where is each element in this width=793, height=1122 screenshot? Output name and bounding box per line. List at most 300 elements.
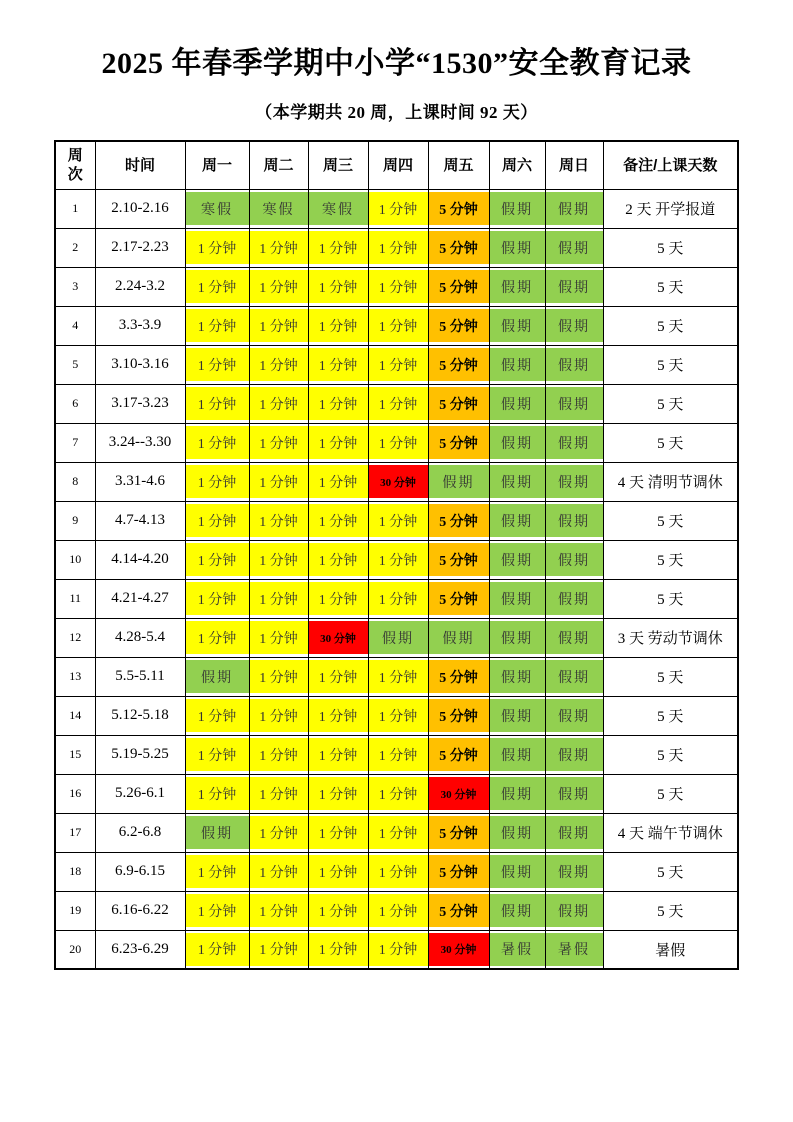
schedule-body (55, 189, 738, 969)
schedule-table (54, 140, 739, 970)
day-fill: 1 分钟 (309, 816, 368, 849)
week-row (55, 423, 738, 462)
day-fill: 假期 (490, 426, 545, 459)
day-fill: 1 分钟 (369, 699, 428, 732)
note-cell: 5 天 (603, 267, 738, 306)
week-number-cell: 20 (55, 930, 95, 969)
note-cell: 5 天 (603, 774, 738, 813)
day-cell (428, 345, 489, 384)
day-fill: 1 分钟 (186, 777, 249, 810)
day-fill: 5 分钟 (429, 426, 489, 459)
day-fill: 1 分钟 (309, 933, 368, 966)
day-fill: 5 分钟 (429, 504, 489, 537)
day-cell (249, 657, 308, 696)
day-cell (185, 462, 249, 501)
week-number-cell: 11 (55, 579, 95, 618)
page-title: 2025 年春季学期中小学“1530”安全教育记录 (101, 47, 692, 80)
day-cell (308, 618, 368, 657)
day-fill: 假期 (490, 777, 545, 810)
day-cell (368, 891, 428, 930)
day-cell (185, 540, 249, 579)
note-cell: 2 天 开学报道 (603, 189, 738, 228)
day-fill: 1 分钟 (250, 348, 308, 381)
day-cell (489, 852, 545, 891)
day-cell (368, 423, 428, 462)
day-cell (428, 696, 489, 735)
day-fill: 1 分钟 (309, 894, 368, 927)
day-fill: 假期 (546, 582, 603, 615)
day-cell (308, 852, 368, 891)
note-cell: 4 天 端午节调休 (603, 813, 738, 852)
day-cell (185, 735, 249, 774)
day-cell (428, 228, 489, 267)
note-cell: 暑假 (603, 930, 738, 969)
time-range-cell: 3.31-4.6 (95, 462, 185, 501)
day-cell (428, 540, 489, 579)
day-cell (249, 345, 308, 384)
day-cell (428, 657, 489, 696)
time-range-cell: 5.19-5.25 (95, 735, 185, 774)
week-row (55, 189, 738, 228)
week-row (55, 774, 738, 813)
day-cell (428, 579, 489, 618)
day-cell (308, 930, 368, 969)
day-fill: 假期 (546, 660, 603, 693)
day-cell (308, 891, 368, 930)
day-fill: 假期 (546, 699, 603, 732)
day-cell (545, 501, 603, 540)
day-fill: 1 分钟 (250, 777, 308, 810)
day-fill: 假期 (546, 270, 603, 303)
day-fill: 1 分钟 (186, 231, 249, 264)
day-cell (545, 267, 603, 306)
time-range-cell: 4.21-4.27 (95, 579, 185, 618)
week-number-cell: 6 (55, 384, 95, 423)
day-fill: 30 分钟 (369, 465, 428, 498)
day-cell (368, 579, 428, 618)
day-fill: 假期 (490, 348, 545, 381)
day-fill: 1 分钟 (250, 309, 308, 342)
day-fill: 假期 (546, 543, 603, 576)
day-fill: 假期 (490, 504, 545, 537)
note-cell: 4 天 清明节调休 (603, 462, 738, 501)
day-cell (368, 735, 428, 774)
day-fill: 假期 (369, 621, 428, 654)
week-row (55, 462, 738, 501)
day-cell (368, 501, 428, 540)
week-row (55, 930, 738, 969)
day-cell (249, 891, 308, 930)
day-fill: 1 分钟 (186, 582, 249, 615)
time-range-cell: 5.26-6.1 (95, 774, 185, 813)
week-row (55, 696, 738, 735)
day-cell (185, 267, 249, 306)
day-cell (249, 501, 308, 540)
day-cell (249, 930, 308, 969)
day-cell (489, 267, 545, 306)
day-cell (308, 579, 368, 618)
day-fill: 1 分钟 (369, 933, 428, 966)
day-fill: 假期 (546, 855, 603, 888)
time-range-cell: 2.24-3.2 (95, 267, 185, 306)
day-cell (545, 579, 603, 618)
column-header-2: 周一 (185, 141, 249, 189)
day-cell (368, 540, 428, 579)
column-header-8: 周日 (545, 141, 603, 189)
day-fill: 寒假 (309, 192, 368, 225)
note-cell: 5 天 (603, 384, 738, 423)
day-fill: 假期 (490, 543, 545, 576)
day-fill: 假期 (546, 348, 603, 381)
day-fill: 暑假 (546, 933, 603, 966)
week-row (55, 618, 738, 657)
day-fill: 1 分钟 (186, 894, 249, 927)
day-cell (249, 189, 308, 228)
note-cell: 5 天 (603, 306, 738, 345)
week-number-cell: 18 (55, 852, 95, 891)
day-cell (185, 306, 249, 345)
day-fill: 假期 (490, 660, 545, 693)
day-fill: 1 分钟 (250, 933, 308, 966)
day-fill: 假期 (546, 894, 603, 927)
day-fill: 假期 (490, 309, 545, 342)
week-number-cell: 9 (55, 501, 95, 540)
day-fill: 5 分钟 (429, 738, 489, 771)
day-cell (545, 618, 603, 657)
day-cell (428, 852, 489, 891)
day-fill: 1 分钟 (186, 426, 249, 459)
week-number-cell: 12 (55, 618, 95, 657)
day-cell (368, 267, 428, 306)
day-cell (249, 540, 308, 579)
week-number-cell: 7 (55, 423, 95, 462)
day-cell (545, 306, 603, 345)
week-row (55, 267, 738, 306)
day-fill: 1 分钟 (250, 504, 308, 537)
day-cell (368, 852, 428, 891)
day-cell (308, 813, 368, 852)
day-cell (308, 735, 368, 774)
day-cell (185, 930, 249, 969)
day-cell (368, 189, 428, 228)
time-range-cell: 6.9-6.15 (95, 852, 185, 891)
time-range-cell: 3.10-3.16 (95, 345, 185, 384)
day-fill: 5 分钟 (429, 348, 489, 381)
day-fill: 1 分钟 (186, 621, 249, 654)
header-row (55, 141, 738, 189)
day-fill: 1 分钟 (309, 504, 368, 537)
day-fill: 暑假 (490, 933, 545, 966)
column-header-6: 周五 (428, 141, 489, 189)
day-fill: 1 分钟 (250, 270, 308, 303)
week-number-cell: 8 (55, 462, 95, 501)
day-fill: 1 分钟 (369, 738, 428, 771)
week-number-cell: 14 (55, 696, 95, 735)
day-cell (489, 423, 545, 462)
day-cell (545, 540, 603, 579)
day-fill: 1 分钟 (369, 582, 428, 615)
day-cell (308, 384, 368, 423)
day-cell (489, 657, 545, 696)
day-cell (185, 774, 249, 813)
day-cell (545, 189, 603, 228)
column-header-4: 周三 (308, 141, 368, 189)
day-fill: 假期 (546, 738, 603, 771)
week-row (55, 384, 738, 423)
column-header-1: 时间 (95, 141, 185, 189)
day-cell (249, 735, 308, 774)
day-cell (489, 345, 545, 384)
day-cell (368, 813, 428, 852)
day-cell (249, 618, 308, 657)
time-range-cell: 4.7-4.13 (95, 501, 185, 540)
day-fill: 5 分钟 (429, 894, 489, 927)
day-cell (249, 696, 308, 735)
day-cell (489, 696, 545, 735)
day-fill: 1 分钟 (309, 426, 368, 459)
column-header-3: 周二 (249, 141, 308, 189)
time-range-cell: 4.28-5.4 (95, 618, 185, 657)
day-fill: 1 分钟 (186, 933, 249, 966)
day-fill: 假期 (429, 465, 489, 498)
day-fill: 1 分钟 (369, 231, 428, 264)
day-cell (249, 462, 308, 501)
day-fill: 假期 (546, 465, 603, 498)
day-fill: 1 分钟 (250, 894, 308, 927)
day-cell (489, 930, 545, 969)
day-fill: 1 分钟 (369, 348, 428, 381)
day-cell (428, 735, 489, 774)
day-fill: 5 分钟 (429, 582, 489, 615)
day-cell (249, 306, 308, 345)
day-fill: 假期 (546, 777, 603, 810)
day-cell (308, 774, 368, 813)
day-fill: 30 分钟 (429, 933, 489, 966)
day-cell (249, 267, 308, 306)
day-fill: 1 分钟 (250, 231, 308, 264)
day-fill: 30 分钟 (309, 621, 368, 654)
note-cell: 5 天 (603, 891, 738, 930)
day-fill: 假期 (546, 192, 603, 225)
day-cell (545, 696, 603, 735)
day-cell (308, 696, 368, 735)
day-cell (489, 540, 545, 579)
note-cell: 5 天 (603, 657, 738, 696)
week-row (55, 345, 738, 384)
day-fill: 1 分钟 (186, 465, 249, 498)
week-row (55, 852, 738, 891)
note-cell: 5 天 (603, 501, 738, 540)
week-number-cell: 19 (55, 891, 95, 930)
day-fill: 1 分钟 (309, 543, 368, 576)
time-range-cell: 6.2-6.8 (95, 813, 185, 852)
day-fill: 1 分钟 (369, 777, 428, 810)
time-range-cell: 3.24--3.30 (95, 423, 185, 462)
day-cell (428, 189, 489, 228)
day-cell (249, 228, 308, 267)
day-cell (185, 696, 249, 735)
week-number-cell: 17 (55, 813, 95, 852)
day-cell (489, 813, 545, 852)
day-cell (545, 345, 603, 384)
week-row (55, 735, 738, 774)
day-fill: 假期 (186, 816, 249, 849)
time-range-cell: 3.17-3.23 (95, 384, 185, 423)
day-fill: 假期 (546, 231, 603, 264)
day-fill: 5 分钟 (429, 660, 489, 693)
day-fill: 1 分钟 (186, 348, 249, 381)
day-cell (308, 345, 368, 384)
day-cell (249, 579, 308, 618)
column-header-0: 周次 (55, 141, 95, 189)
day-cell (249, 852, 308, 891)
note-cell: 5 天 (603, 423, 738, 462)
day-cell (545, 930, 603, 969)
day-cell (428, 618, 489, 657)
day-fill: 1 分钟 (369, 504, 428, 537)
week-number-cell: 16 (55, 774, 95, 813)
day-fill: 1 分钟 (309, 465, 368, 498)
day-cell (249, 774, 308, 813)
day-cell (368, 774, 428, 813)
day-cell (428, 267, 489, 306)
day-cell (368, 345, 428, 384)
day-cell (185, 228, 249, 267)
day-cell (489, 618, 545, 657)
column-header-7: 周六 (489, 141, 545, 189)
day-fill: 5 分钟 (429, 699, 489, 732)
day-cell (545, 813, 603, 852)
day-fill: 1 分钟 (309, 777, 368, 810)
day-fill: 1 分钟 (250, 582, 308, 615)
day-fill: 1 分钟 (250, 855, 308, 888)
note-cell: 5 天 (603, 228, 738, 267)
column-header-5: 周四 (368, 141, 428, 189)
day-cell (308, 306, 368, 345)
day-fill: 1 分钟 (186, 855, 249, 888)
time-range-cell: 3.3-3.9 (95, 306, 185, 345)
day-fill: 30 分钟 (429, 777, 489, 810)
day-fill: 1 分钟 (186, 270, 249, 303)
day-cell (308, 540, 368, 579)
day-cell (428, 306, 489, 345)
day-cell (489, 579, 545, 618)
day-cell (308, 501, 368, 540)
day-cell (185, 345, 249, 384)
day-fill: 假期 (546, 387, 603, 420)
day-fill: 假期 (429, 621, 489, 654)
day-fill: 假期 (546, 816, 603, 849)
day-cell (308, 189, 368, 228)
day-fill: 1 分钟 (309, 309, 368, 342)
day-fill: 1 分钟 (369, 660, 428, 693)
day-fill: 1 分钟 (369, 855, 428, 888)
day-fill: 假期 (546, 426, 603, 459)
day-cell (489, 501, 545, 540)
week-row (55, 813, 738, 852)
column-header-9: 备注/上课天数 (603, 141, 738, 189)
day-fill: 1 分钟 (369, 309, 428, 342)
day-cell (545, 891, 603, 930)
week-number-cell: 15 (55, 735, 95, 774)
week-row (55, 540, 738, 579)
day-fill: 1 分钟 (309, 387, 368, 420)
day-fill: 1 分钟 (369, 543, 428, 576)
day-cell (428, 462, 489, 501)
day-fill: 假期 (490, 387, 545, 420)
day-cell (428, 813, 489, 852)
day-cell (428, 930, 489, 969)
day-cell (185, 891, 249, 930)
day-fill: 1 分钟 (309, 582, 368, 615)
day-cell (428, 891, 489, 930)
day-cell (249, 813, 308, 852)
day-cell (308, 423, 368, 462)
day-fill: 寒假 (250, 192, 308, 225)
day-fill: 假期 (490, 231, 545, 264)
day-fill: 1 分钟 (369, 270, 428, 303)
week-number-cell: 5 (55, 345, 95, 384)
time-range-cell: 5.5-5.11 (95, 657, 185, 696)
day-fill: 1 分钟 (250, 816, 308, 849)
day-cell (368, 696, 428, 735)
day-fill: 寒假 (186, 192, 249, 225)
day-fill: 1 分钟 (250, 738, 308, 771)
day-cell (489, 189, 545, 228)
day-cell (308, 267, 368, 306)
day-cell (545, 852, 603, 891)
day-cell (428, 423, 489, 462)
day-fill: 1 分钟 (369, 816, 428, 849)
day-cell (545, 657, 603, 696)
day-cell (368, 228, 428, 267)
note-cell: 5 天 (603, 696, 738, 735)
day-fill: 5 分钟 (429, 387, 489, 420)
week-row (55, 657, 738, 696)
day-cell (185, 579, 249, 618)
page-subtitle: （本学期共 20 周，上课时间 92 天） (255, 103, 538, 122)
day-fill: 1 分钟 (250, 465, 308, 498)
day-fill: 1 分钟 (186, 738, 249, 771)
week-row (55, 891, 738, 930)
day-cell (368, 930, 428, 969)
day-fill: 1 分钟 (309, 699, 368, 732)
day-cell (368, 306, 428, 345)
day-cell (308, 462, 368, 501)
week-row (55, 306, 738, 345)
day-fill: 假期 (546, 504, 603, 537)
day-fill: 1 分钟 (186, 504, 249, 537)
day-cell (545, 774, 603, 813)
day-fill: 5 分钟 (429, 270, 489, 303)
day-fill: 1 分钟 (186, 387, 249, 420)
day-fill: 假期 (490, 621, 545, 654)
day-fill: 1 分钟 (309, 855, 368, 888)
week-number-cell: 10 (55, 540, 95, 579)
day-fill: 1 分钟 (186, 699, 249, 732)
time-range-cell: 6.16-6.22 (95, 891, 185, 930)
day-cell (545, 423, 603, 462)
day-cell (185, 384, 249, 423)
day-fill: 1 分钟 (309, 231, 368, 264)
time-range-cell: 4.14-4.20 (95, 540, 185, 579)
day-cell (308, 228, 368, 267)
week-number-cell: 13 (55, 657, 95, 696)
day-cell (428, 384, 489, 423)
day-fill: 1 分钟 (250, 621, 308, 654)
day-cell (308, 657, 368, 696)
day-cell (489, 228, 545, 267)
